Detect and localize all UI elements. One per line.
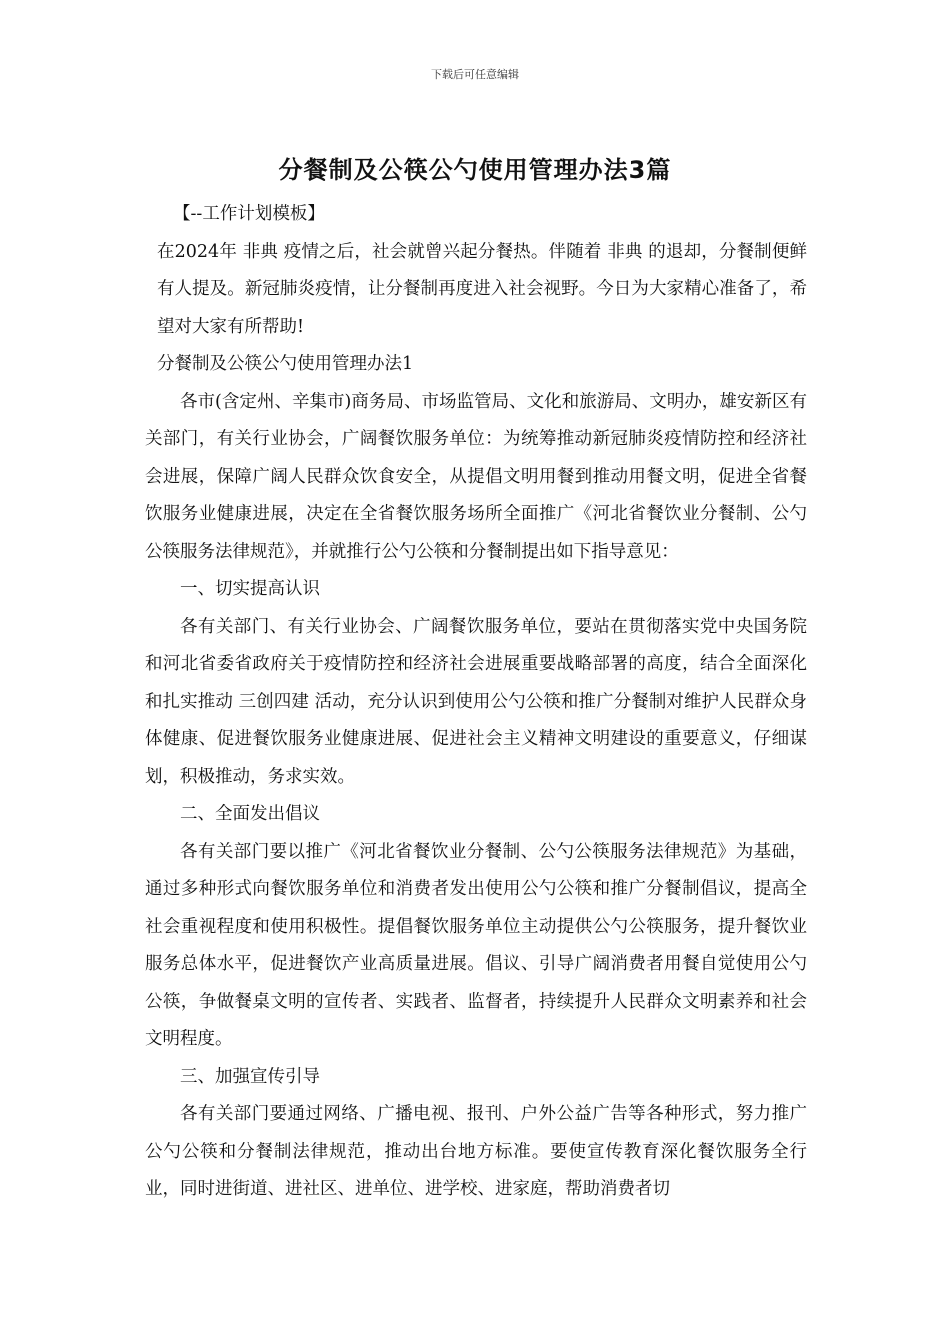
heading-2: 二、全面发出倡议 xyxy=(180,804,320,824)
paragraph: 各有关部门、有关行业协会、广阔餐饮服务单位，要站在贯彻落实党中央国务院和河北省委省政府关于疫情防控和经济社会进展重要战略部署的高度，结合全面深化和扎实推动 三创四建 活动，充分认识到使用公勺公筷和推广分餐制对维护人民群众身体健康、促进餐饮服务业健康进展、促进社会主义精神文明建设的重要意义，仔细谋划，积极推动，务求实效。 xyxy=(145,616,807,787)
paragraph: 各有关部门要以推广《河北省餐饮业分餐制、公勺公筷服务法律规范》为基础，通过多种形式向餐饮服务单位和消费者发出使用公勺公筷和推广分餐制倡议，提高全社会重视程度和使用积极性。提倡餐饮服务单位主动提供公勺公筷服务，提升餐饮业服务总体水平，促进餐饮产业高质量进展。倡议、引导广阔消费者用餐自觉使用公勺公筷，争做餐桌文明的宣传者、实践者、监督者，持续提升人民群众文明素养和社会文明程度。 xyxy=(145,841,807,1049)
template-tag: 【--工作计划模板】 xyxy=(173,204,325,224)
document-title: 分餐制及公筷公勺使用管理办法3篇 xyxy=(278,156,672,184)
header-note: 下载后可任意编辑 xyxy=(431,68,519,81)
paragraph: 各有关部门要通过网络、广播电视、报刊、户外公益广告等各种形式，努力推广公勺公筷和分餐制法律规范，推动出台地方标准。要使宣传教育深化餐饮服务全行业，同时进街道、进社区、进单位、进学校、进家庭，帮助消费者切 xyxy=(145,1104,807,1199)
section-title: 分餐制及公筷公勺使用管理办法1 xyxy=(157,354,414,374)
heading-1: 一、切实提高认识 xyxy=(180,579,320,599)
intro-paragraph: 在2024年 非典 疫情之后，社会就曾兴起分餐热。伴随着 非典 的退却，分餐制便鲜有人提及。新冠肺炎疫情，让分餐制再度进入社会视野。今日为大家精心准备了，希望对大家有所帮助! xyxy=(157,241,807,337)
heading-3: 三、加强宣传引导 xyxy=(180,1066,320,1087)
document-body xyxy=(145,196,807,1209)
paragraph: 各市(含定州、辛集市)商务局、市场监管局、文化和旅游局、文明办，雄安新区有关部门，有关行业协会，广阔餐饮服务单位：为统筹推动新冠肺炎疫情防控和经济社会进展，保障广阔人民群众饮食安全，从提倡文明用餐到推动用餐文明，促进全省餐饮服务业健康进展，决定在全省餐饮服务场所全面推广《河北省餐饮业分餐制、公勺公筷服务法律规范》，并就推行公勺公筷和分餐制提出如下指导意见： xyxy=(145,391,807,562)
